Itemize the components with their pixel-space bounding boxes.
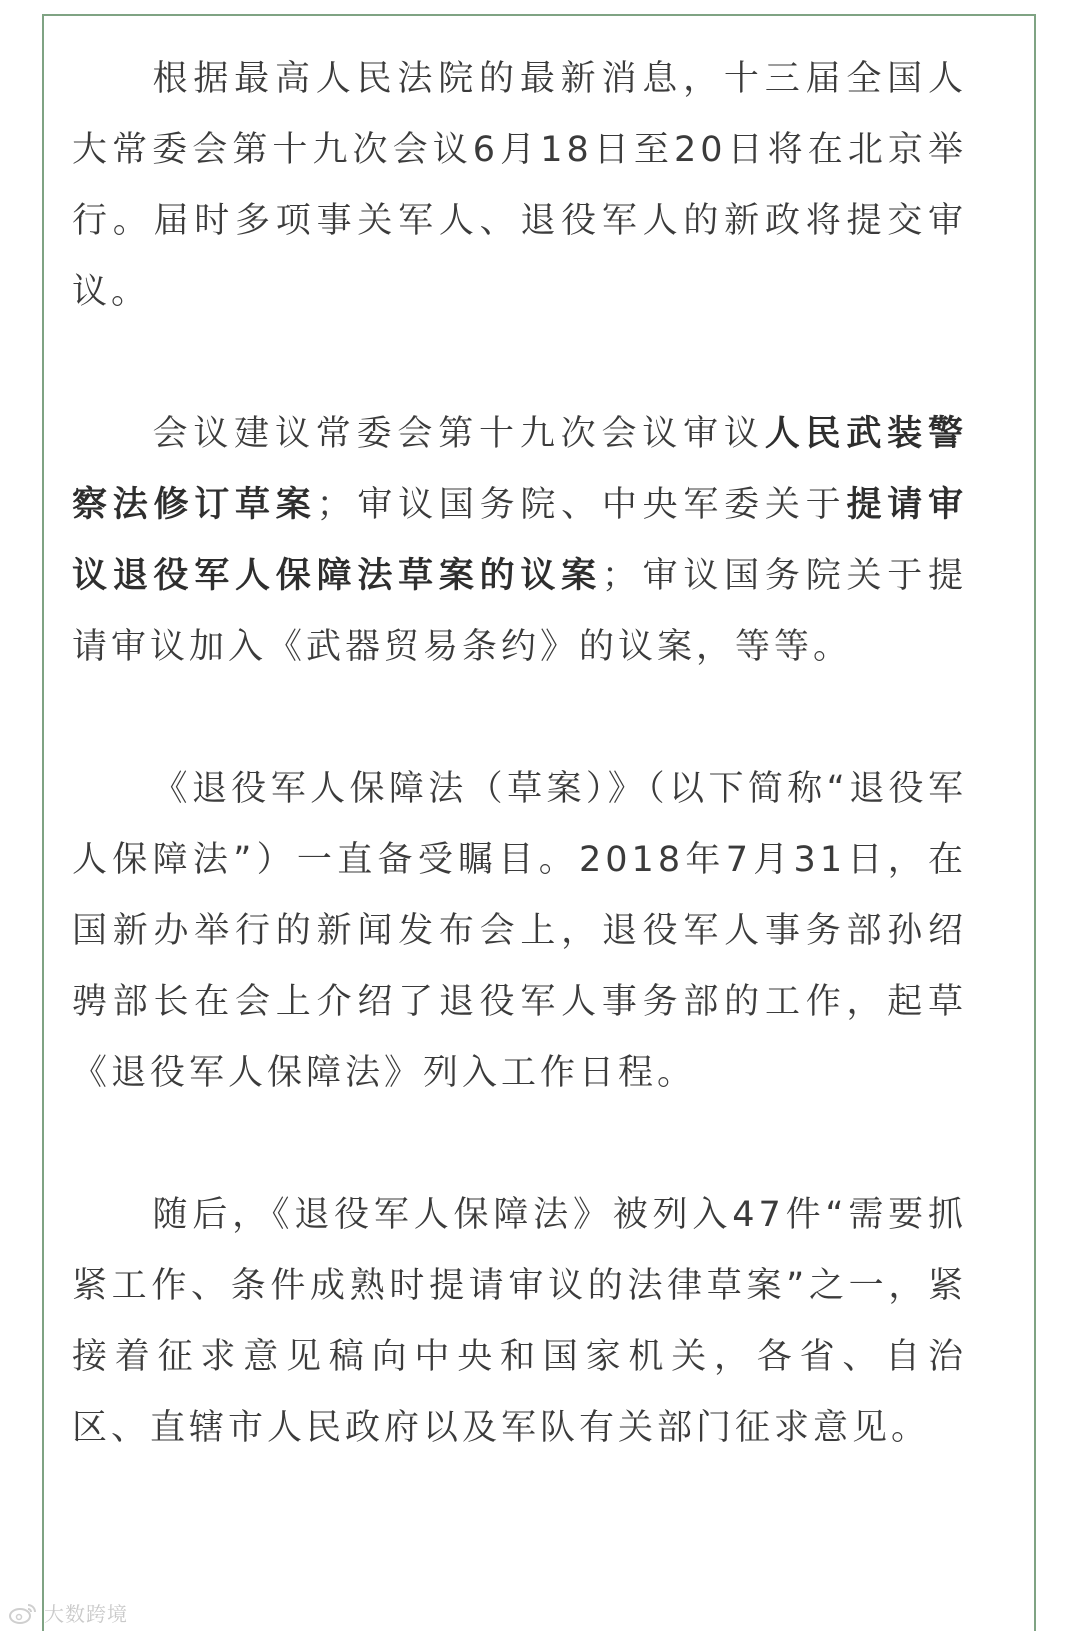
paragraph-3-text: 《退役军人保障法（草案）》（以下简称“退役军人保障法”）一直备受瞩目。2018年7月31日，在国新办举行的新闻发布会上，退役军人事务部孙绍骋部长在会上介绍了退役军人事务部的工作，起草《退役军人保障法》列入工作日程。 xyxy=(72,769,967,1093)
paragraph-2-text-c: ；审议国务院关于提请审议加入《武器贸易条约》的议案，等等。 xyxy=(72,556,967,667)
paragraph-4 xyxy=(72,1180,967,1464)
paragraph-2 xyxy=(72,399,967,683)
paragraph-2-text-b: ；审议国务院、中央军委关于 xyxy=(316,485,847,525)
weibo-logo-icon xyxy=(8,1602,38,1624)
watermark-text: 大数跨境 xyxy=(44,1602,128,1626)
paragraph-2-bold-a: 人民武装警察法修订草案 xyxy=(72,414,967,525)
paragraph-2-text-a: 会议建议常委会第十九次会议审议 xyxy=(152,414,765,454)
paragraph-4-text: 随后，《退役军人保障法》被列入47件“需要抓紧工作、条件成熟时提请审议的法律草案”之一，紧接着征求意见稿向中央和国家机关，各省、自治区、直辖市人民政府以及军队有关部门征求意见。 xyxy=(72,1195,967,1448)
watermark xyxy=(8,1598,128,1627)
paragraph-2-bold-b: 提请审议退役军人保障法草案的议案 xyxy=(72,485,967,596)
paragraph-3 xyxy=(72,754,967,1109)
paragraph-1 xyxy=(72,44,967,328)
paragraph-1-text: 根据最高人民法院的最新消息，十三届全国人大常委会第十九次会议6月18日至20日将在北京举行。届时多项事关军人、退役军人的新政将提交审议。 xyxy=(72,59,967,312)
article-body xyxy=(72,44,967,1464)
